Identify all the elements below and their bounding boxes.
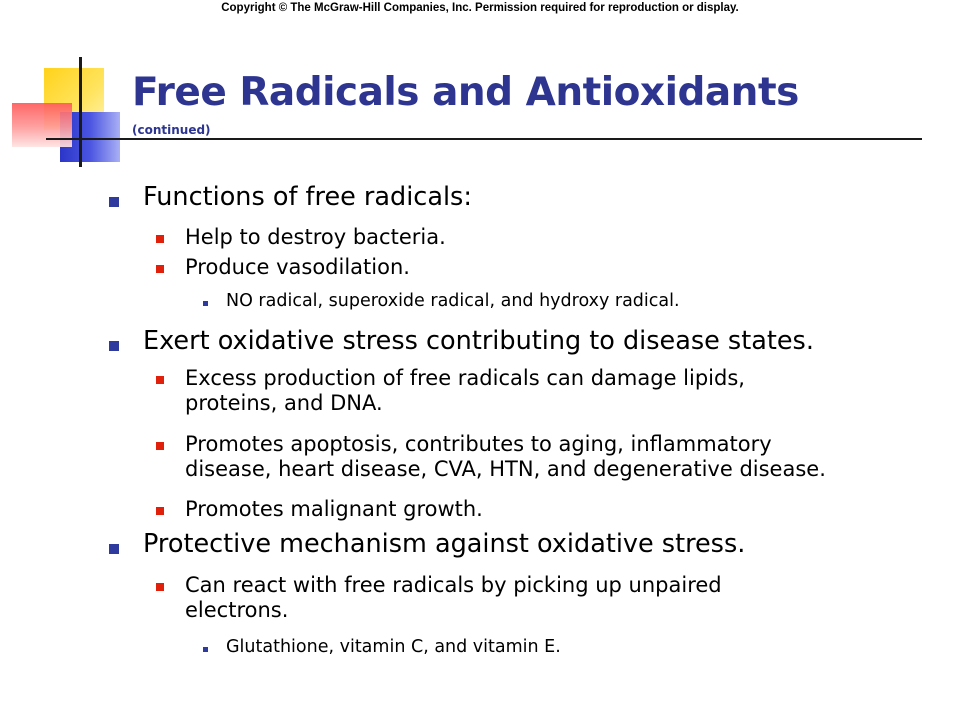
level2-bullet-marker xyxy=(156,507,164,515)
bullet-react-line2: electrons. xyxy=(185,598,289,622)
level2-bullet-marker xyxy=(156,265,164,273)
level2-bullet-marker xyxy=(156,235,164,243)
decorative-vertical-line xyxy=(79,57,82,167)
level1-bullet-marker xyxy=(109,197,119,207)
copyright-notice: Copyright © The McGraw-Hill Companies, Inc. Permission required for reproduction or display. xyxy=(221,2,739,14)
level2-bullet-marker xyxy=(156,583,164,591)
bullet-protective: Protective mechanism against oxidative stress. xyxy=(143,529,746,559)
bullet-oxidative-stress: Exert oxidative stress contributing to disease states. xyxy=(143,326,814,356)
bullet-apoptosis-line2: disease, heart disease, CVA, HTN, and degenerative disease. xyxy=(185,457,826,481)
level2-bullet-marker xyxy=(156,376,164,384)
level1-bullet-marker xyxy=(109,341,119,351)
slide-subtitle: (continued) xyxy=(132,123,211,137)
bullet-antioxidants-list: Glutathione, vitamin C, and vitamin E. xyxy=(226,637,561,657)
bullet-destroy-bacteria: Help to destroy bacteria. xyxy=(185,225,446,249)
level1-bullet-marker xyxy=(109,544,119,554)
bullet-excess-line2: proteins, and DNA. xyxy=(185,391,383,415)
bullet-apoptosis-line1: Promotes apoptosis, contributes to aging, inflammatory xyxy=(185,432,772,456)
bullet-radicals-list: NO radical, superoxide radical, and hydroxy radical. xyxy=(226,291,680,311)
bullet-malignant: Promotes malignant growth. xyxy=(185,497,483,521)
bullet-react-line1: Can react with free radicals by picking up unpaired xyxy=(185,573,722,597)
bullet-excess-line1: Excess production of free radicals can damage lipids, xyxy=(185,366,745,390)
title-underline xyxy=(46,138,922,140)
slide-title: Free Radicals and Antioxidants xyxy=(132,70,799,115)
level2-bullet-marker xyxy=(156,442,164,450)
level3-bullet-marker xyxy=(203,647,208,652)
decorative-red-square xyxy=(12,103,72,147)
bullet-vasodilation: Produce vasodilation. xyxy=(185,255,410,279)
level3-bullet-marker xyxy=(203,301,208,306)
bullet-functions: Functions of free radicals: xyxy=(143,182,472,212)
